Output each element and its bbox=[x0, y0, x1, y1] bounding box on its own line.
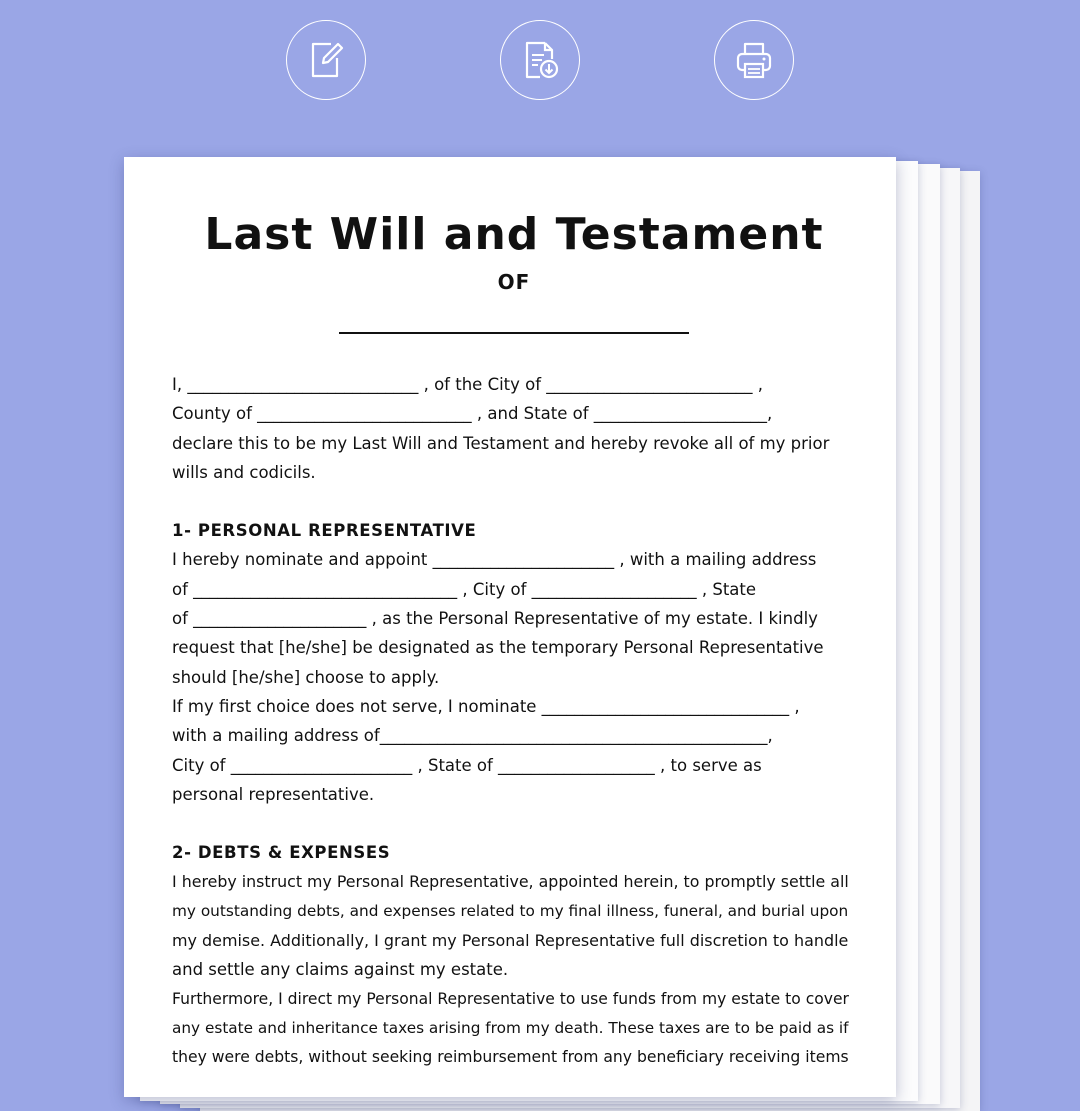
section-line: If my first choice does not serve, I nominate ______________________________ , bbox=[172, 696, 800, 716]
section-line: any estate and inheritance taxes arising from my death. These taxes are to be paid as if bbox=[172, 1018, 849, 1037]
edit-button[interactable] bbox=[286, 20, 366, 100]
file-download-icon bbox=[518, 38, 562, 82]
section-line: Furthermore, I direct my Personal Representative to use funds from my estate to cover bbox=[172, 989, 849, 1008]
section-line: City of ______________________ , State of ___________________ , to serve as bbox=[172, 755, 762, 775]
document-body bbox=[172, 370, 856, 1073]
intro-line: declare this to be my Last Will and Testament and hereby revoke all of my prior bbox=[172, 433, 830, 453]
printer-icon bbox=[732, 38, 776, 82]
section-line: should [he/she] choose to apply. bbox=[172, 667, 440, 687]
section-heading: 1- PERSONAL REPRESENTATIVE bbox=[172, 521, 477, 541]
testator-name-field[interactable] bbox=[339, 332, 689, 334]
toolbar bbox=[0, 20, 1080, 102]
section-line: of ________________________________ , City of ____________________ , State bbox=[172, 579, 757, 599]
document-page bbox=[124, 157, 896, 1097]
edit-document-icon bbox=[304, 38, 348, 82]
section-heading: 2- DEBTS & EXPENSES bbox=[172, 843, 391, 863]
section-line: and settle any claims against my estate. bbox=[172, 960, 509, 980]
section-line: I hereby instruct my Personal Representative, appointed herein, to promptly settle all bbox=[172, 872, 849, 892]
section-line: my outstanding debts, and expenses related to my final illness, funeral, and burial upon bbox=[172, 901, 849, 920]
section-line: they were debts, without seeking reimbursement from any beneficiary receiving items bbox=[172, 1048, 849, 1067]
section-line: request that [he/she] be designated as the temporary Personal Representative bbox=[172, 638, 824, 658]
document-subtitle: OF bbox=[497, 270, 531, 294]
download-button[interactable] bbox=[500, 20, 580, 100]
section-line: I hereby nominate and appoint ______________________ , with a mailing address bbox=[172, 550, 817, 570]
document-title: Last Will and Testament bbox=[204, 209, 824, 260]
section-line: my demise. Additionally, I grant my Personal Representative full discretion to handle bbox=[172, 931, 849, 951]
print-button[interactable] bbox=[714, 20, 794, 100]
section-line: personal representative. bbox=[172, 784, 375, 804]
intro-line: County of __________________________ , and State of _____________________, bbox=[172, 404, 773, 424]
section-line: of _____________________ , as the Personal Representative of my estate. I kindly bbox=[172, 609, 818, 629]
intro-line: I, ____________________________ , of the City of _________________________ , bbox=[172, 375, 764, 394]
section-line: with a mailing address of_______________________________________________, bbox=[172, 726, 773, 746]
intro-line: wills and codicils. bbox=[172, 462, 316, 482]
